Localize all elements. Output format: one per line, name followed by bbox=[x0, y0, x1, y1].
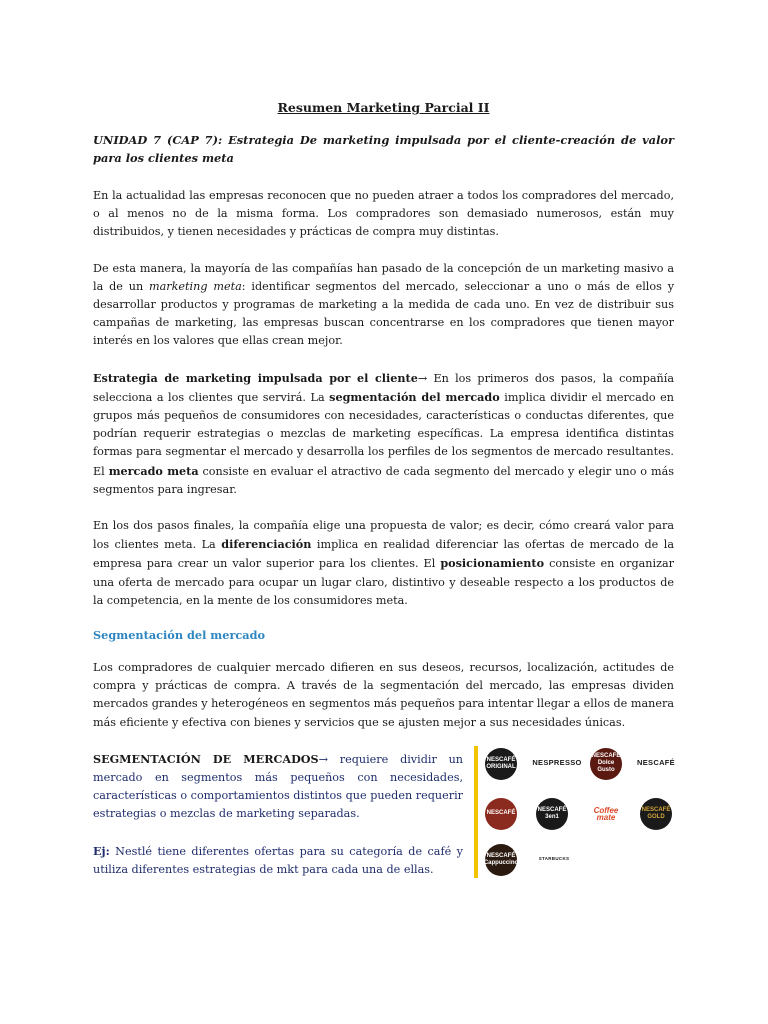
nescafe-classic-logo: NESCAFÉ bbox=[485, 798, 517, 830]
paragraph-ejemplo: Ej: Nestlé tiene diferentes ofertas para su categoría de café y utiliza diferentes estrategias de mkt para cada una de ellas. bbox=[93, 843, 463, 876]
document-title: Resumen Marketing Parcial II bbox=[277, 100, 490, 115]
segmentacion-text-column bbox=[93, 750, 463, 897]
nescafe-wordmark-logo: NESCAFÉ bbox=[637, 757, 675, 767]
paragraph-segmentacion: Los compradores de cualquier mercado difieren en sus deseos, recursos, localización, actitudes de compra y prácticas de compra. A través de la segmentación del mercado, las empresas dividen mercados grandes y heterogéneos en segmentos más pequeños para intentar llegar a ellos de manera más eficiente y efectiva con bienes y servicios que se ajusten mejor a sus necesidades únicas. bbox=[93, 661, 674, 729]
section-heading-segmentacion: Segmentación del mercado bbox=[93, 628, 266, 643]
nescafe-3in1-logo: NESCAFÉ 3en1 bbox=[536, 798, 568, 830]
nespresso-logo: NESPRESSO bbox=[532, 757, 582, 767]
nestle-brands-image bbox=[474, 746, 680, 878]
nescafe-original-logo: NESCAFÉ ORIGINAL bbox=[485, 748, 517, 780]
document-content bbox=[93, 100, 674, 900]
paragraph-marketing-meta: De esta manera, la mayoría de las compañías han pasado de la concepción de un marketing masivo a la de un marketing meta: identificar segmentos del mercado, seleccionar a uno o más de ellos y desarrollar productos y programas de marketing a la medida de cada uno. En vez de distribuir sus campañas de marketing, las empresas buscan concentrarse en los compradores que tienen mayor interés en los valores que ellas crean mejor. bbox=[93, 261, 675, 348]
image-accent-bar bbox=[474, 746, 478, 878]
paragraph-intro: En la actualidad las empresas reconocen que no pueden atraer a todos los compradores del mercado, o al menos no de la misma forma. Los compradores son demasiado numerosos, están muy distribuidos, y tienen necesidades y prácticas de compra muy distintas. bbox=[93, 189, 674, 239]
paragraph-estrategia: Estrategia de marketing impulsada por el cliente→ En los primeros dos pasos, la compañía selecciona a los clientes que servirá. La segmentación del mercado implica dividir el mercado en grupos más pequeños de consumidores con necesidades, características o conductas diferentes, que podrían requerir estrategias o mezclas de marketing específicas. La empresa identifica distintas formas para segmentar el mercado y desarrolla los perfiles de los segmentos de mercado resultantes. El mercado meta consiste en evaluar el atractivo de cada segmento del mercado y elegir uno o más segmentos para ingresar. bbox=[93, 370, 674, 496]
unit-subtitle: UNIDAD 7 (CAP 7): Estrategia De marketing impulsada por el cliente-creación de valor para los clientes meta bbox=[93, 133, 674, 165]
segmentacion-section bbox=[93, 750, 674, 900]
starbucks-logo: STARBUCKS bbox=[538, 855, 570, 861]
coffee-mate-logo: Coffee mate bbox=[590, 798, 622, 830]
nescafe-cappuccino-logo: NESCAFÉ Cappuccino bbox=[485, 844, 517, 876]
dolce-gusto-logo: NESCAFÉ Dolce Gusto bbox=[590, 748, 622, 780]
nescafe-gold-logo: NESCAFÉ GOLD bbox=[640, 798, 672, 830]
paragraph-segmentacion-mercados: SEGMENTACIÓN DE MERCADOS→ requiere dividir un mercado en segmentos más pequeños con necesidades, características o comportamientos distintos que pueden requerir estrategias o mezclas de marketing separadas. bbox=[93, 751, 463, 821]
paragraph-diferenciacion: En los dos pasos finales, la compañía elige una propuesta de valor; es decir, cómo creará valor para los clientes meta. La diferenciación implica en realidad diferenciar las ofertas de mercado de la empresa para crear un valor superior para los clientes. El posicionamiento consiste en organizar una oferta de mercado para ocupar un lugar claro, distintivo y deseable respecto a los productos de la competencia, en la mente de los consumidores meta. bbox=[93, 519, 674, 607]
